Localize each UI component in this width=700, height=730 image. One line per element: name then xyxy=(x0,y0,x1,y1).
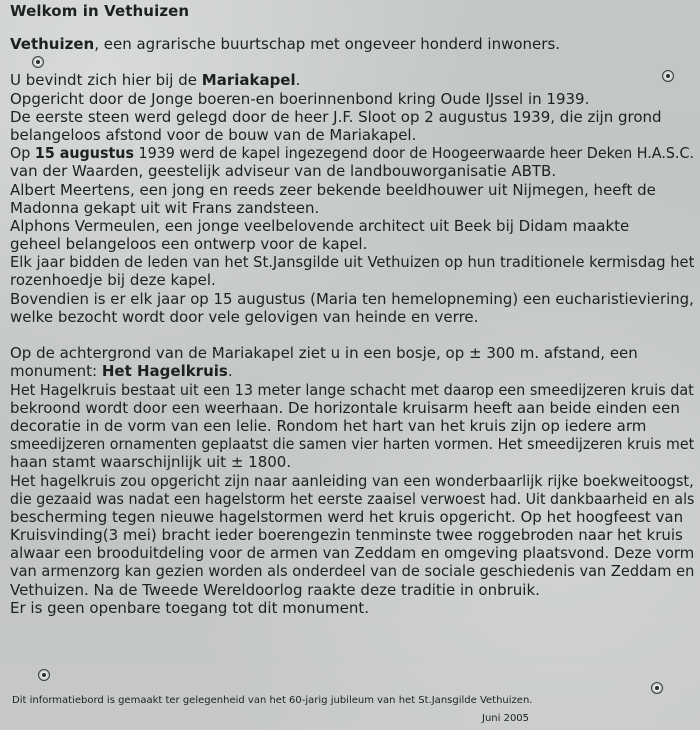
board-text xyxy=(10,35,694,617)
paragraph-line: decoratie in de vorm van een lelie. Rondom het hart van het kruis zijn op iedere arm xyxy=(10,416,647,435)
screw-icon xyxy=(38,669,50,681)
paragraph-line: Albert Meertens, een jong en reeds zeer bekende beeldhouwer uit Nijmegen, heeft de xyxy=(10,180,656,199)
paragraph-line: Er is geen openbare toegang tot dit monument. xyxy=(10,598,370,617)
hagelkruis-bold: Het Hagelkruis xyxy=(101,362,228,381)
paragraph-line: Vethuizen. Na de Tweede Wereldoorlog raakte deze traditie in onbruik. xyxy=(10,580,540,599)
paragraph-line: Kruisvinding(3 mei) bracht ieder boerengezin tenminste twee roggebroden naar het kruis xyxy=(10,526,683,545)
paragraph-line: U bevindt zich hier bij de Mariakapel. xyxy=(10,71,301,90)
paragraph-line: bekroond wordt door een weerhaan. De horizontale kruisarm heeft aan beide einden een xyxy=(10,398,680,417)
paragraph-line: rozenhoedje bij deze kapel. xyxy=(10,271,216,290)
screw-icon xyxy=(651,682,663,694)
paragraph-line: bescherming tegen nieuwe hagelstormen werd het kruis opgericht. Op het hoogfeest van xyxy=(10,507,684,526)
paragraph-line: Madonna gekapt uit wit Frans zandsteen. xyxy=(10,198,320,217)
paragraph-line: van der Waarden, geestelijk adviseur van de landbouworganisatie ABTB. xyxy=(10,162,557,181)
paragraph-line: Alphons Vermeulen, een jonge veelbelovende architect uit Beek bij Didam maakte xyxy=(10,216,630,235)
paragraph-line: alwaar een brooduitdeling voor de armen van Zeddam en omgeving plaatsvond. Deze vorm xyxy=(10,544,695,563)
paragraph-line: Het hagelkruis zou opgericht zijn naar aanleiding van een wonderbaarlijk rijke boekweitoogst, xyxy=(10,471,694,490)
paragraph-line: welke bezocht wordt door vele gelovigen van heinde en verre. xyxy=(10,307,479,326)
paragraph-line: smeedijzeren ornamenten geplaatst die samen vier harten vormen. Het smeedijzeren kruis met xyxy=(10,435,695,454)
paragraph-line: van armenzorg kan gezien worden als onderdeel van de sociale geschiedenis van Zeddam en xyxy=(10,562,695,581)
paragraph-line: Op 15 augustus 1939 werd de kapel ingezegend door de Hoogeerwaarde heer Deken H.A.S.C. xyxy=(10,144,694,163)
paragraph-line: Elk jaar bidden de leden van het St.Jansgilde uit Vethuizen op hun traditionele kermisdag het xyxy=(10,253,695,272)
board-title: Welkom in Vethuizen xyxy=(10,2,190,20)
paragraph-line: Opgericht door de Jonge boeren-en boerinnenbond kring Oude IJssel in 1939. xyxy=(10,89,590,108)
paragraph-line: die gezaaid was nadat een hagelstorm het eerste zaaisel verwoest had. Uit dankbaarheid en als xyxy=(10,489,695,508)
paragraph-line: belangeloos afstond voor de bouw van de Mariakapel. xyxy=(10,125,417,144)
intro-line: Vethuizen, een agrarische buurtschap met ongeveer honderd inwoners. xyxy=(10,35,561,53)
mariakapel-bold: Mariakapel xyxy=(201,71,296,90)
paragraph-line: monument: Het Hagelkruis. xyxy=(10,362,233,381)
place-name: Vethuizen xyxy=(10,35,95,53)
paragraph-line: haan stamt waarschijnlijk uit ± 1800. xyxy=(10,453,292,472)
footer-note: Dit informatiebord is gemaakt ter gelegenheid van het 60-jarig jubileum van het St.Jansgilde Vethuizen. xyxy=(12,695,533,706)
footer-date: Juni 2005 xyxy=(482,713,530,724)
date-bold: 15 augustus xyxy=(34,144,134,163)
paragraph-line: Op de achtergrond van de Mariakapel ziet u in een bosje, op ± 300 m. afstand, een xyxy=(10,344,638,363)
paragraph-line: geheel belangeloos een ontwerp voor de kapel. xyxy=(10,235,368,254)
paragraph-line: Bovendien is er elk jaar op 15 augustus (Maria ten hemelopneming) een eucharistieviering, xyxy=(10,289,694,308)
paragraph-line: Het Hagelkruis bestaat uit een 13 meter lange schacht met daarop een smeedijzeren kruis dat xyxy=(10,380,694,399)
paragraph-line: De eerste steen werd gelegd door de heer J.F. Sloot op 2 augustus 1939, die zijn grond xyxy=(10,107,662,126)
